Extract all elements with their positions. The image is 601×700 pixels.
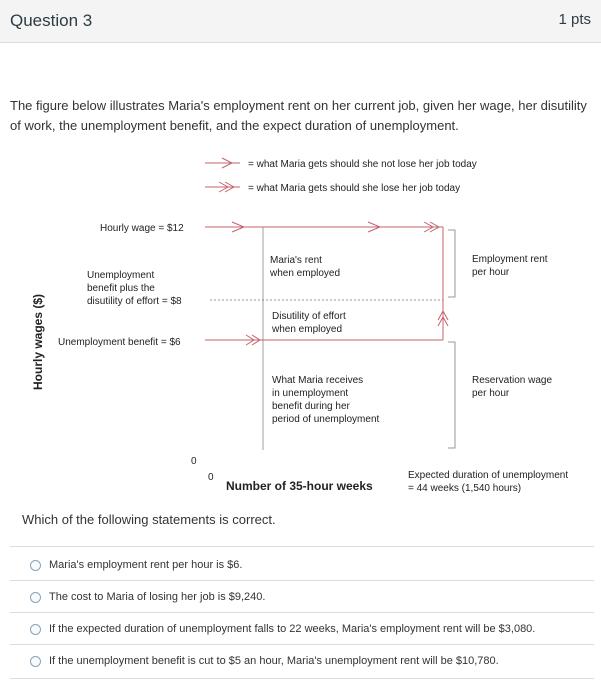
legend-double-label: = what Maria gets should she lose her job today xyxy=(248,183,461,194)
unemployed-region-label-3: benefit during her xyxy=(272,401,350,412)
benefit-line-arrow xyxy=(205,335,263,345)
radio-button[interactable] xyxy=(30,656,41,667)
question-points: 1 pts xyxy=(558,11,591,28)
benefit-disutility-label-3: disutility of effort = $8 xyxy=(87,296,182,307)
reservation-wage-label-1: Reservation wage xyxy=(472,375,553,386)
answer-option-label: If the unemployment benefit is cut to $5 an hour, Maria's unemployment rent will be $10,780. xyxy=(49,655,499,667)
benefit-disutility-label-2: benefit plus the xyxy=(87,283,155,294)
question-intro: The figure below illustrates Maria's employment rent on her current job, given her wage, her disutility of work, the unemployment benefit, and the expect duration of unemployment. xyxy=(10,98,587,133)
answer-option-2[interactable] xyxy=(30,588,265,606)
divider xyxy=(10,612,594,613)
benefit-disutility-label-1: Unemployment xyxy=(87,270,155,281)
divider xyxy=(10,678,594,679)
double-arrow-icon xyxy=(205,182,240,192)
answer-option-4[interactable] xyxy=(30,652,499,670)
divider xyxy=(10,580,594,581)
answer-option-3[interactable] xyxy=(30,620,535,638)
wage-label: Hourly wage = $12 xyxy=(100,223,184,234)
employment-rent-bracket xyxy=(448,230,455,297)
divider xyxy=(10,644,594,645)
reservation-wage-label-2: per hour xyxy=(472,388,510,399)
divider xyxy=(10,546,594,547)
radio-button[interactable] xyxy=(30,624,41,635)
x-zero-label: 0 xyxy=(208,472,214,483)
unemployed-region-label-1: What Maria receives xyxy=(272,375,364,386)
question-header xyxy=(0,0,601,43)
x-axis-label: Number of 35-hour weeks xyxy=(226,479,373,493)
rent-region-label-1: Maria's rent xyxy=(270,255,322,266)
answer-option-label: The cost to Maria of losing her job is $9,240. xyxy=(49,591,266,603)
answer-option-label: If the expected duration of unemployment falls to 22 weeks, Maria's employment rent will be $3,080. xyxy=(49,623,536,635)
employment-rent-figure xyxy=(0,150,601,500)
answer-option-1[interactable] xyxy=(30,556,242,574)
question-title: Question 3 xyxy=(10,11,93,30)
question-prompt: Which of the following statements is correct. xyxy=(22,512,276,527)
unemployed-region-label-4: period of unemployment xyxy=(272,414,380,425)
legend xyxy=(205,158,477,194)
disutility-region-label-1: Disutility of effort xyxy=(272,311,346,322)
disutility-region-label-2: when employed xyxy=(272,324,343,335)
duration-label-1: Expected duration of unemployment xyxy=(408,470,569,481)
radio-button[interactable] xyxy=(30,560,41,571)
single-arrow-icon xyxy=(205,158,240,168)
radio-button[interactable] xyxy=(30,592,41,603)
unemployed-region-label-2: in unemployment xyxy=(272,388,349,399)
duration-label-2: = 44 weeks (1,540 hours) xyxy=(408,483,522,494)
y-axis-label: Hourly wages ($) xyxy=(31,293,45,390)
employment-rent-label-2: per hour xyxy=(472,267,510,278)
answer-option-label: Maria's employment rent per hour is $6. xyxy=(49,559,243,571)
reservation-wage-bracket xyxy=(448,342,455,448)
employment-rent-label-1: Employment rent xyxy=(472,254,548,265)
y-zero-label: 0 xyxy=(191,456,197,467)
legend-single-label: = what Maria gets should she not lose her job today xyxy=(248,159,477,170)
rent-region-label-2: when employed xyxy=(270,268,341,279)
benefit-label: Unemployment benefit = $6 xyxy=(58,337,181,348)
